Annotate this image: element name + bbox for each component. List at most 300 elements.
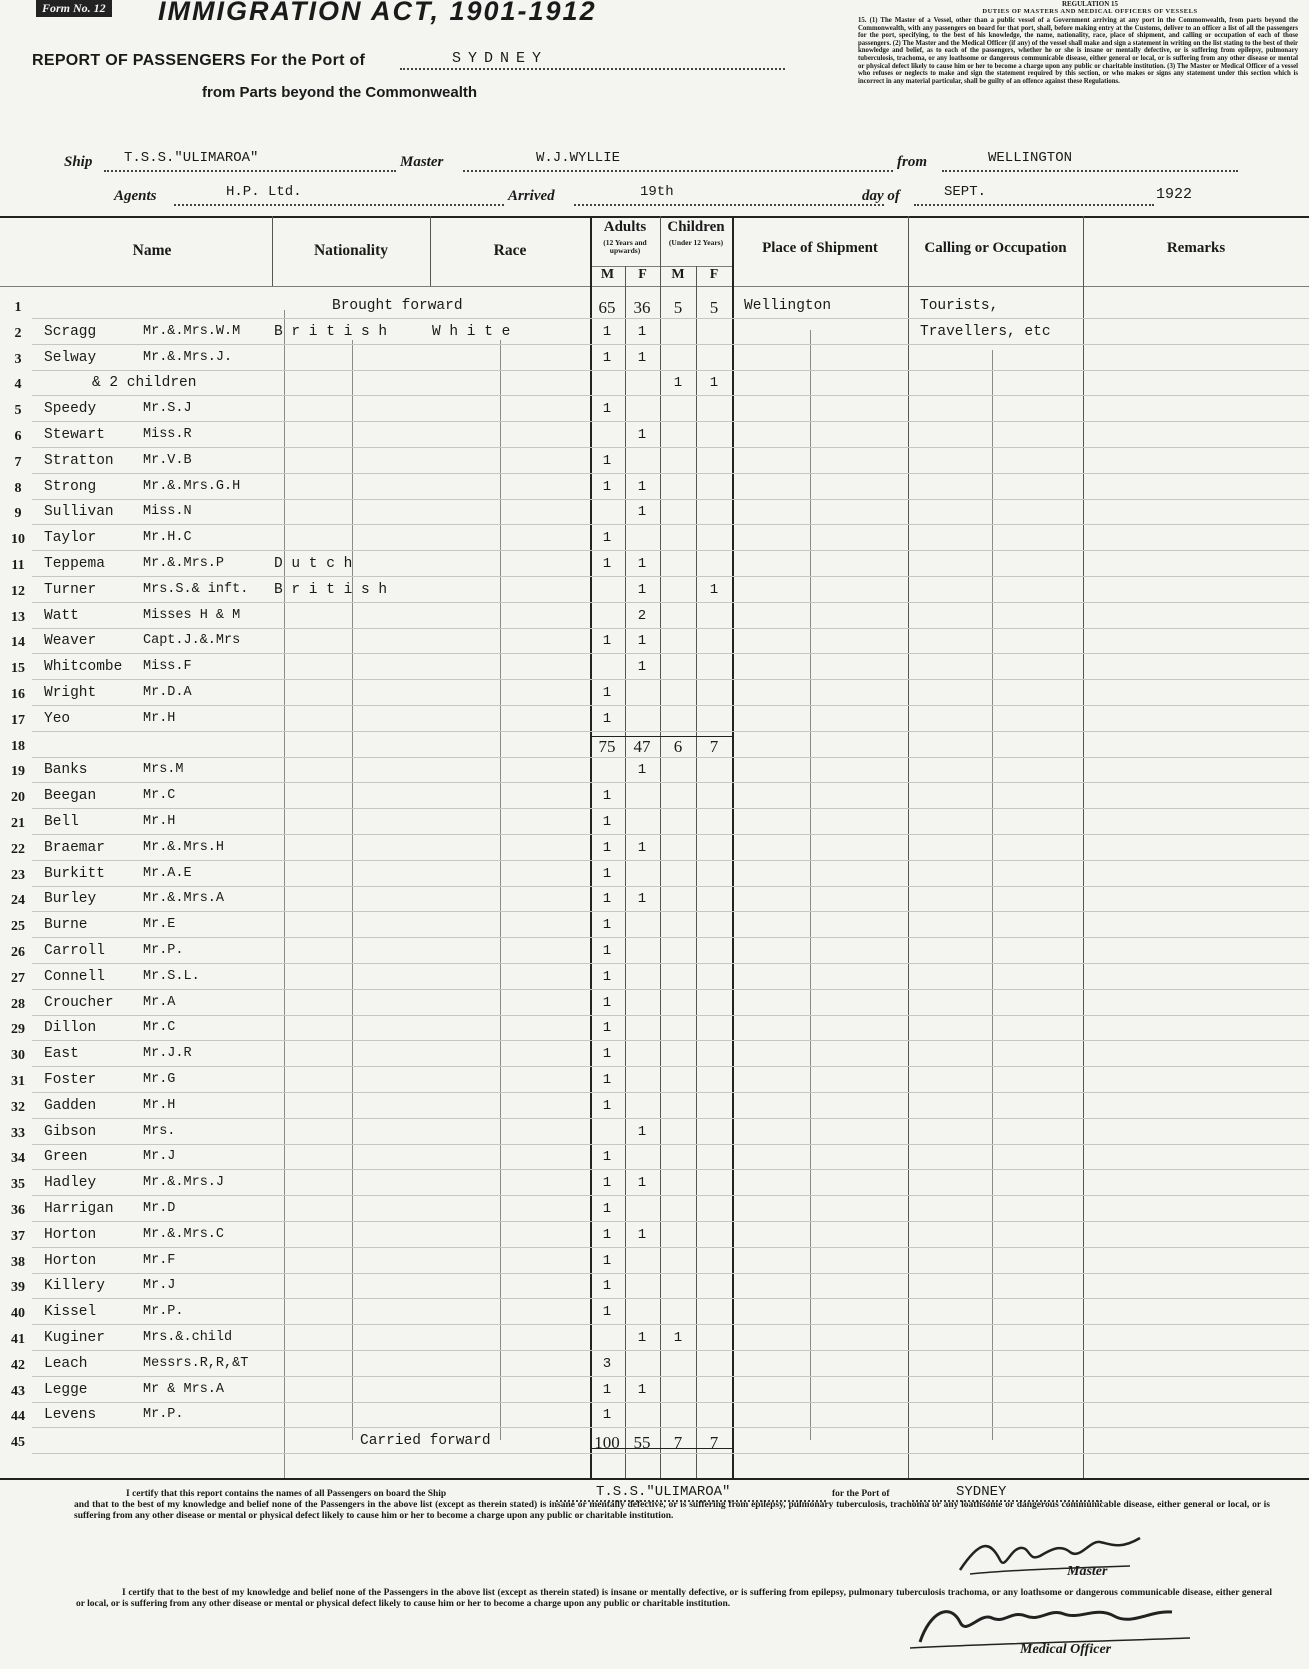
passenger-surname: Horton: [44, 1227, 97, 1243]
table-row: [0, 711, 1309, 737]
row-rule: [32, 808, 1309, 809]
row-number: 14: [11, 635, 25, 650]
table-row: [0, 995, 1309, 1021]
arrived-value: 19th: [640, 184, 674, 200]
passenger-given-name: Mr.A.E: [143, 866, 192, 881]
row-number: 35: [11, 1177, 25, 1192]
col-children-f: F: [709, 267, 719, 282]
passenger-given-name: Mr.F: [143, 1253, 176, 1268]
row-rule: [32, 370, 1309, 371]
adults-female-count: 36: [633, 298, 651, 317]
row-rule: [32, 344, 1309, 345]
adults-male-count: 1: [602, 866, 612, 882]
passenger-surname: Strong: [44, 479, 97, 495]
adults-female-count: 1: [637, 582, 647, 598]
row-number: 30: [11, 1048, 25, 1063]
passenger-surname: Kissel: [44, 1304, 97, 1320]
children-female-count: 1: [709, 375, 719, 391]
cert-for-port-label: for the Port of: [832, 1489, 890, 1499]
row-number: 17: [11, 713, 25, 728]
row-rule: [32, 1273, 1309, 1274]
row-number: 38: [11, 1255, 25, 1270]
divider-adults-children: [660, 216, 661, 1478]
adults-male-count: 1: [602, 685, 612, 701]
passenger-given-name: Mr.H: [143, 1098, 176, 1113]
passenger-surname: Stewart: [44, 427, 105, 443]
row-number: 9: [14, 506, 22, 521]
adults-male-count: 1: [602, 350, 612, 366]
master-sign-label: Master: [1067, 1564, 1108, 1579]
adults-male-count: 1: [602, 943, 612, 959]
adults-male-count: 1: [602, 1046, 612, 1062]
passenger-surname: Wright: [44, 685, 97, 701]
passenger-given-name: Messrs.R,R,&T: [143, 1356, 249, 1371]
medical-officer-label: Medical Officer: [1020, 1642, 1112, 1657]
table-row: [0, 866, 1309, 892]
col-calling: Calling or Occupation: [924, 240, 1067, 256]
passenger-surname: Carroll: [44, 943, 105, 959]
passenger-given-name: Mrs.M: [143, 762, 184, 777]
passenger-given-name: Mr.D.A: [143, 685, 192, 700]
table-row: [0, 1072, 1309, 1098]
table-row: [0, 1046, 1309, 1072]
row-number: 20: [11, 790, 25, 805]
passenger-given-name: Mrs.S.& inft.: [143, 582, 249, 597]
passenger-given-name: Capt.J.&.Mrs: [143, 633, 241, 648]
adults-male-count: 1: [602, 1098, 612, 1114]
from-label: from: [897, 154, 927, 170]
row-rule: [32, 1427, 1309, 1428]
port-dotted-line: [400, 68, 785, 70]
row-rule: [32, 473, 1309, 474]
row-rule: [32, 524, 1309, 525]
adults-female-count: 55: [633, 1433, 651, 1452]
passenger-given-name: Mr.S.J: [143, 401, 192, 416]
col-children-note: (Under 12 Years): [668, 238, 724, 247]
forward-note: Carried forward: [360, 1433, 491, 1449]
adults-female-count: 2: [637, 608, 647, 624]
row-rule: [32, 1402, 1309, 1403]
passenger-given-name: Mr.S.L.: [143, 969, 200, 984]
passenger-given-name: Mr.&.Mrs.C: [143, 1227, 225, 1242]
from-value: WELLINGTON: [988, 150, 1073, 166]
adults-male-count: 1: [602, 633, 612, 649]
adults-male-count: 1: [602, 1072, 612, 1088]
passenger-surname: Burne: [44, 917, 88, 933]
master-cert-text-1: I certify that this report contains the names of all Passengers on board the Ship: [126, 1489, 447, 1499]
row-number: 45: [11, 1435, 25, 1450]
table-row: [0, 1201, 1309, 1227]
row-number: 18: [11, 739, 25, 754]
passenger-surname: East: [44, 1046, 79, 1062]
children-male-count: 1: [673, 1330, 683, 1346]
passenger-given-name: Mr.H.C: [143, 530, 192, 545]
passenger-given-name: Mr.A: [143, 995, 176, 1010]
passenger-given-name: Miss.R: [143, 427, 192, 442]
row-rule: [32, 757, 1309, 758]
passenger-given-name: Mr.V.B: [143, 453, 192, 468]
adults-male-count: 1: [602, 1020, 612, 1036]
row-number: 39: [11, 1280, 25, 1295]
master-dotted-line: [463, 170, 893, 172]
arrived-label: Arrived: [508, 188, 555, 204]
adults-female-count: 1: [637, 1175, 647, 1191]
passenger-given-name: Mr.&.Mrs.H: [143, 840, 225, 855]
month-dotted-line: [914, 204, 1154, 206]
passenger-given-name: Mr.&.Mrs.P: [143, 556, 225, 571]
passenger-surname: Bell: [44, 814, 79, 830]
passenger-surname: Horton: [44, 1253, 97, 1269]
children-male-count: 1: [673, 375, 683, 391]
table-row: [0, 1278, 1309, 1304]
children-male-count: 5: [673, 298, 683, 317]
race-cell: W h i t e: [432, 324, 511, 340]
col-place: Place of Shipment: [762, 240, 878, 256]
adults-male-count: 1: [602, 711, 612, 727]
row-rule: [32, 550, 1309, 551]
master-signature: [950, 1530, 1150, 1580]
adults-male-count: 3: [602, 1356, 612, 1372]
ship-dotted-line: [104, 170, 396, 172]
adults-female-count: 1: [637, 1227, 647, 1243]
cert-port-value: SYDNEY: [956, 1484, 1007, 1500]
passenger-given-name: Mr.D: [143, 1201, 176, 1216]
passenger-given-name: Mr.P.: [143, 1407, 184, 1422]
passenger-given-name: Mr.P.: [143, 1304, 184, 1319]
row-number: 8: [14, 481, 22, 496]
arrived-dotted-line: [574, 204, 884, 206]
children-female-count: 1: [709, 582, 719, 598]
adults-male-count: 1: [602, 530, 612, 546]
row-rule: [32, 963, 1309, 964]
table-top-rule: [0, 216, 1309, 218]
report-label: REPORT OF PASSENGERS For the Port of: [32, 52, 366, 69]
row-rule: [32, 705, 1309, 706]
row-rule: [32, 1144, 1309, 1145]
table-row: [0, 814, 1309, 840]
adults-male-count: 1: [602, 995, 612, 1011]
passenger-surname: Harrigan: [44, 1201, 114, 1217]
col-adults-note: (12 Years and upwards): [603, 238, 647, 255]
parts-beyond-label: from Parts beyond the Commonwealth: [202, 84, 478, 101]
typed-line-race: [500, 340, 501, 1440]
passenger-surname: Braemar: [44, 840, 105, 856]
table-row: [0, 453, 1309, 479]
passenger-given-name: Mr.H: [143, 711, 176, 726]
passenger-given-name: Mr.E: [143, 917, 176, 932]
row-rule: [32, 860, 1309, 861]
passenger-given-name: Miss.F: [143, 659, 192, 674]
passenger-given-name: Mr.C: [143, 1020, 176, 1035]
act-title: IMMIGRATION ACT, 1901-1912: [158, 0, 597, 26]
row-number: 4: [14, 377, 22, 392]
row-rule: [32, 1169, 1309, 1170]
row-rule: [32, 499, 1309, 500]
adults-female-count: 1: [637, 840, 647, 856]
nationality-cell: B r i t i s h: [274, 582, 388, 598]
passenger-given-name: Mr.H: [143, 814, 176, 829]
adults-female-count: 1: [637, 659, 647, 675]
passenger-given-name: Mr.P.: [143, 943, 184, 958]
row-rule: [32, 1092, 1309, 1093]
row-number: 22: [11, 842, 25, 857]
passenger-surname: Green: [44, 1149, 88, 1165]
table-row: [0, 685, 1309, 711]
passenger-given-name: Mr.&.Mrs.G.H: [143, 479, 241, 494]
row-number: 12: [11, 584, 25, 599]
children-male-count: 7: [673, 1433, 683, 1452]
adults-female-count: 1: [637, 891, 647, 907]
passenger-surname: Burkitt: [44, 866, 105, 882]
adults-male-count: 1: [602, 814, 612, 830]
col-children-m: M: [671, 267, 685, 282]
master-label: Master: [400, 154, 444, 170]
passenger-given-name: Mr.J.R: [143, 1046, 192, 1061]
col-name: Name: [132, 242, 172, 259]
adults-male-count: 1: [602, 556, 612, 572]
col-race: Race: [493, 242, 527, 259]
passenger-given-name: Mr.&.Mrs.A: [143, 891, 225, 906]
row-number: 29: [11, 1022, 25, 1037]
passenger-surname: Levens: [44, 1407, 97, 1423]
day-of-label: day of: [862, 188, 900, 204]
passenger-given-name: Mr.C: [143, 788, 176, 803]
row-number: 33: [11, 1126, 25, 1141]
table-row: [0, 1253, 1309, 1279]
row-number: 10: [11, 532, 25, 547]
adults-male-count: 1: [602, 1278, 612, 1294]
divider-place-calling: [908, 216, 909, 1478]
col-adults-m: M: [600, 267, 615, 282]
row-rule: [32, 679, 1309, 680]
adults-male-count: 1: [602, 1253, 612, 1269]
row-rule: [32, 1066, 1309, 1067]
row-rule: [32, 318, 1309, 319]
regulation-subheading: DUTIES OF MASTERS AND MEDICAL OFFICERS OF VESSELS: [982, 8, 1198, 15]
nationality-cell: D u t c h: [274, 556, 353, 572]
passenger-surname: Connell: [44, 969, 105, 985]
row-number: 1: [14, 300, 22, 315]
row-number: 23: [11, 868, 25, 883]
passenger-given-name: Mrs.&.child: [143, 1330, 233, 1345]
from-dotted-line: [942, 170, 1238, 172]
typed-line-nationality: [284, 310, 285, 1478]
passenger-surname: Beegan: [44, 788, 97, 804]
adults-male-count: 1: [602, 401, 612, 417]
row-rule: [32, 1040, 1309, 1041]
row-number: 11: [11, 558, 25, 573]
children-female-count: 5: [709, 298, 719, 317]
year-value: 1922: [1156, 186, 1193, 203]
nationality-cell: B r i t i s h: [274, 324, 388, 340]
passenger-surname: Foster: [44, 1072, 97, 1088]
passenger-surname: Whitcombe: [44, 659, 123, 675]
children-female-count: 7: [709, 1433, 719, 1452]
table-row: [0, 401, 1309, 427]
row-number: 15: [11, 661, 25, 676]
col-children: Children: [667, 219, 725, 235]
adults-male-count: 1: [602, 1407, 612, 1423]
passenger-surname: Taylor: [44, 530, 97, 546]
adults-female-count: 1: [637, 324, 647, 340]
row-number: 40: [11, 1306, 25, 1321]
calling-cell: Tourists,: [920, 298, 999, 314]
passenger-given-name: Mr.J: [143, 1278, 176, 1293]
adults-female-count: 1: [637, 633, 647, 649]
row-rule: [32, 1221, 1309, 1222]
adults-male-count: 1: [602, 891, 612, 907]
passenger-surname: & 2 children: [92, 375, 197, 391]
regulation-heading: REGULATION 15: [1061, 0, 1119, 8]
row-rule: [32, 1298, 1309, 1299]
header-bottom-rule: [0, 286, 1309, 287]
row-rule: [32, 782, 1309, 783]
adults-male-count: 75: [598, 737, 616, 756]
adults-female-count: 1: [637, 1382, 647, 1398]
passenger-surname: Yeo: [44, 711, 71, 727]
row-number: 3: [14, 352, 22, 367]
divider-children-place: [732, 216, 734, 1478]
adults-male-count: 1: [602, 788, 612, 804]
row-rule: [32, 653, 1309, 654]
row-rule: [32, 395, 1309, 396]
calling-cell: Travellers, etc: [920, 324, 1051, 340]
row-rule: [32, 576, 1309, 577]
col-nationality: Nationality: [313, 242, 389, 259]
passenger-surname: Scragg: [44, 324, 97, 340]
passenger-surname: Legge: [44, 1382, 88, 1398]
table-row: [0, 1407, 1309, 1433]
row-rule: [32, 628, 1309, 629]
passenger-surname: Watt: [44, 608, 79, 624]
row-number: 27: [11, 971, 25, 986]
adults-male-count: 1: [602, 1304, 612, 1320]
row-number: 25: [11, 919, 25, 934]
typed-line-calling: [992, 350, 993, 1440]
row-number: 37: [11, 1229, 25, 1244]
row-rule: [32, 1195, 1309, 1196]
adults-male-count: 65: [598, 298, 616, 317]
adults-male-count: 1: [602, 479, 612, 495]
ship-label: Ship: [64, 154, 93, 170]
row-rule: [32, 886, 1309, 887]
table-row: [0, 1149, 1309, 1175]
row-number: 6: [14, 429, 22, 444]
adults-male-count: 1: [602, 453, 612, 469]
row-rule: [32, 602, 1309, 603]
passenger-surname: Sullivan: [44, 504, 114, 520]
row-rule: [32, 1350, 1309, 1351]
passenger-given-name: Mr.&.Mrs.J: [143, 1175, 225, 1190]
master-cert-text-2: and that to the best of my knowledge and belief none of the Passengers in the above list (except as therein stated) is insane or mentally defective, or is suffering from epilepsy, pulmonary tuberculosis, trachoma or any loathsome or dangerous communicable disease, either general or local, or is suffering from any other disease or mental or physical defect likely to cause him or her to become a charge upon any public or charitable institution.: [74, 1500, 1270, 1521]
medical-cert-text: I certify that to the best of my knowledge and belief none of the Passengers in the above list (except as therein stated) is insane or mentally defective, or is suffering from epilepsy, pulmonary tuberculosis trachoma, or any loathsome or dangerous communicable disease, either general or local, or is suffering from any other disease or mental or physical defect likely to cause him or her to become a charge upon any public or charitable institution.: [76, 1588, 1272, 1609]
agents-dotted-line: [174, 204, 504, 206]
row-rule: [32, 1247, 1309, 1248]
row-number: 13: [11, 610, 25, 625]
ship-value: T.S.S."ULIMAROA": [124, 150, 259, 166]
row-number: 7: [14, 455, 22, 470]
adults-male-count: 100: [594, 1433, 620, 1452]
col-adults: Adults: [603, 219, 647, 235]
adults-female-count: 1: [637, 427, 647, 443]
adults-female-count: 1: [637, 1124, 647, 1140]
row-number: 24: [11, 893, 25, 908]
row-number: 44: [11, 1409, 25, 1424]
col-remarks: Remarks: [1166, 240, 1226, 256]
adults-female-count: 47: [633, 737, 651, 756]
adults-male-count: 1: [602, 1201, 612, 1217]
row-number: 31: [11, 1074, 25, 1089]
children-female-count: 7: [709, 737, 719, 756]
passenger-given-name: Mr.J: [143, 1149, 176, 1164]
passenger-given-name: Miss.N: [143, 504, 192, 519]
adults-female-count: 1: [637, 479, 647, 495]
adults-male-count: 1: [602, 1227, 612, 1243]
row-number: 16: [11, 687, 25, 702]
row-rule: [32, 421, 1309, 422]
table-row: [0, 1098, 1309, 1124]
row-rule: [32, 1453, 1309, 1454]
passenger-given-name: Mr & Mrs.A: [143, 1382, 225, 1397]
row-rule: [32, 834, 1309, 835]
col-adults-f: F: [638, 267, 647, 282]
row-number: 43: [11, 1384, 25, 1399]
table-row: [0, 1020, 1309, 1046]
agents-label: Agents: [114, 188, 157, 204]
adults-male-count: 1: [602, 324, 612, 340]
row-rule: [32, 1376, 1309, 1377]
row-number: 19: [11, 764, 25, 779]
passenger-given-name: Mr.&.Mrs.J.: [143, 350, 233, 365]
row-number: 41: [11, 1332, 25, 1347]
passenger-surname: Selway: [44, 350, 97, 366]
passenger-surname: Gibson: [44, 1124, 97, 1140]
row-number: 5: [14, 403, 22, 418]
passenger-surname: Banks: [44, 762, 88, 778]
divider-calling-remarks: [1083, 216, 1084, 1478]
adults-female-count: 1: [637, 504, 647, 520]
adults-female-count: 1: [637, 762, 647, 778]
adults-female-count: 1: [637, 350, 647, 366]
table-bottom-rule: [0, 1478, 1309, 1480]
adults-female-count: 1: [637, 1330, 647, 1346]
passenger-surname: Stratton: [44, 453, 114, 469]
adults-male-count: 1: [602, 840, 612, 856]
passenger-given-name: Mrs.: [143, 1124, 176, 1139]
passenger-surname: Dillon: [44, 1020, 97, 1036]
agents-value: H.P. Ltd.: [226, 184, 302, 200]
row-number: 21: [11, 816, 25, 831]
row-rule: [32, 1324, 1309, 1325]
place-of-shipment-cell: Wellington: [744, 298, 832, 314]
forward-note: Brought forward: [332, 298, 463, 314]
passenger-surname: Kuginer: [44, 1330, 105, 1346]
adults-female-count: 1: [637, 556, 647, 572]
passenger-given-name: Misses H & M: [143, 608, 241, 623]
passenger-surname: Weaver: [44, 633, 97, 649]
passenger-given-name: Mr.&.Mrs.W.M: [143, 324, 241, 339]
adults-male-count: 1: [602, 1175, 612, 1191]
master-value: W.J.WYLLIE: [536, 150, 621, 166]
row-rule: [32, 911, 1309, 912]
row-rule: [32, 447, 1309, 448]
cert-ship-value: T.S.S."ULIMAROA": [596, 1484, 731, 1500]
passenger-surname: Leach: [44, 1356, 88, 1372]
row-number: 42: [11, 1358, 25, 1373]
row-rule: [32, 1015, 1309, 1016]
passenger-surname: Killery: [44, 1278, 105, 1294]
regulation-text: 15. (1) The Master of a Vessel, other than a public vessel of a Government arriving at any port in the Commonwealth, from parts beyond the Commonwealth, with any passengers on board for that port, shall, before making entry at the Customs, deliver to an officer a list of all the passengers for the port, specifying, to the best of his knowledge, the name, nationality, race, place of shipment, and calling or occupation of each of those passengers. (2) The Master and the Medical Officer (if any) of the vessel shall make and sign a statement in writing on the list stating to the best of their knowledge and belief, as to each of the passengers, whether he or she is insane or mentally defective, or is suffering from epilepsy, pulmonary tuberculosis, trachoma, or any loathsome or dangerous communicable disease, either general or local, or is suffering from any other disease or mental or physical defect likely to cause him or her to become a charge upon any public or charitable institution. (3) The Master or Medical Officer of a vessel who refuses or neglects to make and sign the statement required by this section, or who makes or signs any statement under this section which is incorrect in any material particular, shall be guilty of an offence against these Regulations.: [858, 17, 1298, 85]
